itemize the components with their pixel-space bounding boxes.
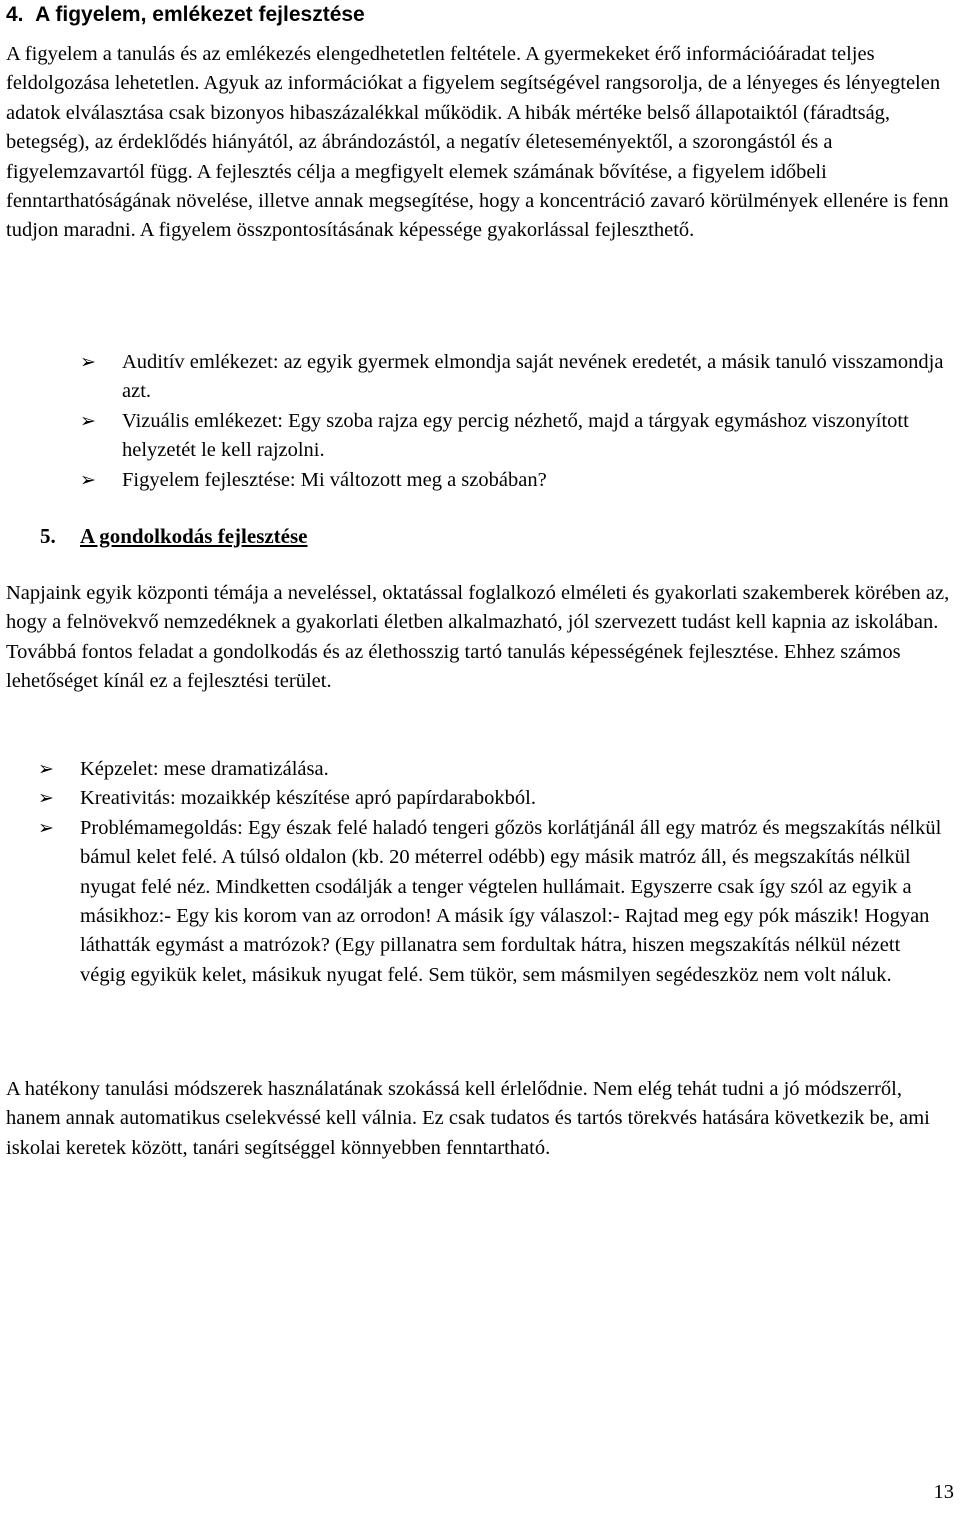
section-5-paragraph: Napjaink egyik központi témája a neveléssel, oktatással foglalkozó elméleti és gyakorlati szakemberek körében az, hogy a felnövekvő nemzedéknek a gyakorlati életben alkalmazható, jól szervezett tudást kell kapnia az iskolában. Továbbá fontos feladat a gondolkodás és az élethosszig tartó tanulás képességének fejlesztése. Ehhez számos lehetőséget kínál ez a fejlesztési terület. <box>6 582 950 693</box>
page-number: 13 <box>933 1481 954 1503</box>
arrow-bullet-icon: ➢ <box>38 787 54 810</box>
list-item: ➢ Problémamegoldás: Egy észak felé haladó tengeri gőzös korlátjánál áll egy matróz és megszakítás nélkül bámul kelet felé. A túlsó oldalon (kb. 20 méterrel odébb) egy másik matróz áll, és megszakítás nélkül nyugat felé néz. Mindketten csodálják a tenger végtelen hullámait. Egyszerre csak így szól az egyik a másikhoz:- Egy kis korom van az orrodon! A másik így válaszol:- Rajtad meg egy pók mászik! Hogyan láthatták egymást a matrózok? (Egy pillanatra sem fordultak hátra, hiszen megszakítás nélkül nézett végig egyikük kelet, másikuk nyugat felé. Sem tükör, sem másmilyen segédeszköz nem volt náluk. <box>38 814 950 990</box>
section-4-heading: 4. A figyelem, emlékezet fejlesztése <box>6 3 365 26</box>
list-item: ➢ Kreativitás: mozaikkép készítése apró papírdarabokból. <box>38 784 950 813</box>
list-item: ➢ Auditív emlékezet: az egyik gyermek elmondja saját nevének eredetét, a másik tanuló visszamondja azt. <box>80 348 950 407</box>
arrow-bullet-icon: ➢ <box>80 351 96 373</box>
section-4-bullet-list <box>80 348 950 495</box>
closing-paragraph: A hatékony tanulási módszerek használatának szokássá kell érlelődnie. Nem elég tehát tudni a jó módszerről, hanem annak automatikus cselekvéssé kell válnia. Ez csak tudatos és tartós törekvés hatására következik be, ami iskolai keretek között, tanári segítséggel könnyebben fenntartható. <box>6 1078 930 1159</box>
section-5-title: A gondolkodás fejlesztése <box>80 524 308 548</box>
arrow-bullet-icon: ➢ <box>38 816 54 839</box>
list-item: ➢ Figyelem fejlesztése: Mi változott meg a szobában? <box>80 466 950 495</box>
arrow-bullet-icon: ➢ <box>38 758 54 780</box>
list-item: ➢ Vizuális emlékezet: Egy szoba rajza egy percig nézhető, majd a tárgyak egymáshoz viszonyított helyzetét le kell rajzolni. <box>80 407 950 466</box>
section-5-heading <box>40 522 308 551</box>
arrow-bullet-icon: ➢ <box>80 409 96 432</box>
arrow-bullet-icon: ➢ <box>80 468 96 491</box>
list-item: ➢ Képzelet: mese dramatizálása. <box>38 755 950 784</box>
section-4-paragraph: A figyelem a tanulás és az emlékezés elengedhetetlen feltétele. A gyermekeket érő információáradat teljes feldolgozása lehetetlen. Agyuk az információkat a figyelem segítségével rangsorolja, de a lényeges és lényegtelen adatok elválasztása csak bizonyos hibaszázalékkal működik. A hibák mértéke belső állapotaiktól (fáradtság, betegség), az érdeklődés hiányától, az ábrándozástól, a negatív életeseményektől, a szorongástól és a figyelemzavartól függ. A fejlesztés célja a megfigyelt elemek számának bővítése, a figyelem időbeli fenntarthatóságának növelése, illetve annak megsegítése, hogy a koncentráció zavaró körülmények ellenére is fenn tudjon maradni. A figyelem összpontosításának képessége gyakorlással fejleszthető. <box>6 43 949 242</box>
section-5-number: 5. <box>40 524 56 548</box>
section-5-bullet-list <box>38 755 950 990</box>
